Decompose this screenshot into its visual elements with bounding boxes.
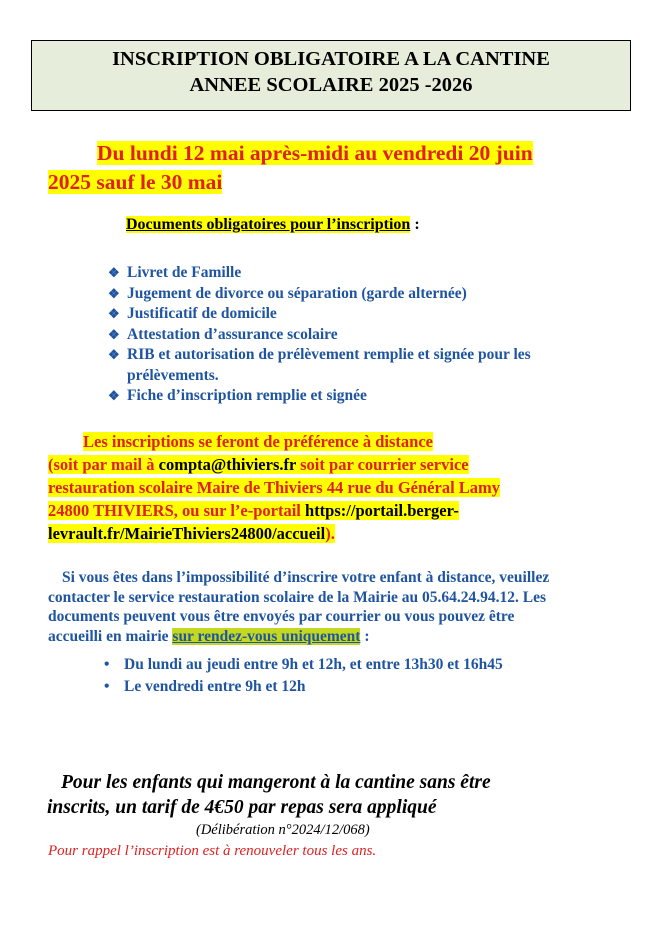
documents-heading: [126, 216, 420, 234]
portal-link[interactable]: https://portail.berger-: [305, 501, 459, 520]
list-item: • Le vendredi entre 9h et 12h: [104, 676, 503, 698]
documents-list: [108, 263, 618, 407]
diamond-bullet-icon: ❖: [108, 326, 120, 342]
email-link[interactable]: compta@thiviers.fr: [158, 455, 297, 474]
diamond-bullet-icon: ❖: [108, 347, 120, 362]
documents-heading-text: Documents obligatoires pour l’inscription: [126, 216, 411, 233]
unregistered-fee-notice: [47, 770, 627, 820]
list-item: ❖ Justificatif de domicile: [108, 304, 618, 325]
title-line-1: INSCRIPTION OBLIGATOIRE A LA CANTINE: [112, 48, 550, 70]
contact-line-3: documents peuvent vous être envoyés par courrier ou vous pouvez être: [48, 608, 515, 625]
deliberation-reference: (Délibération n°2024/12/068): [196, 822, 370, 838]
tarif-line-2: inscrits, un tarif de 4€50 par repas sera appliqué: [47, 797, 437, 818]
contact-info: Si vous êtes dans l’impossibilité d’inscrire votre enfant à distance, veuillez contacter le service restauration scolaire de la Mairie au 05.64.24.94.12. Les documents peuvent vous être envoyés par courrier ou vous pouvez être accueilli en mairie sur rendez-vous uniquement :: [48, 568, 628, 646]
registration-dates: [48, 139, 618, 197]
dates-line-2: 2025 sauf le 30 mai: [48, 170, 223, 194]
list-item: • Du lundi au jeudi entre 9h et 12h, et entre 13h30 et 16h45: [104, 654, 503, 676]
online-line-3: restauration scolaire Maire de Thiviers 44 rue du Général Lamy: [48, 478, 501, 497]
contact-line-1: Si vous êtes dans l’impossibilité d’inscrire votre enfant à distance, veuillez: [62, 569, 550, 586]
round-bullet-icon: •: [104, 656, 110, 673]
online-registration: Les inscriptions se feront de préférence à distance (soit par mail à compta@thiviers.fr soit par courrier service restauration scolaire Maire de Thiviers 44 rue du Général Lamy 24800 THIVIERS, ou sur l’e-portail https://portail.berger- levrault.fr/MairieThiviers24800/accueil).: [48, 432, 501, 543]
diamond-bullet-icon: ❖: [108, 306, 120, 321]
portal-link-continued[interactable]: levrault.fr/MairieThiviers24800/accueil: [48, 524, 326, 543]
diamond-bullet-icon: ❖: [108, 265, 120, 280]
list-item: ❖ Attestation d’assurance scolaire: [108, 325, 618, 346]
round-bullet-icon: •: [104, 678, 110, 695]
diamond-bullet-icon: ❖: [108, 285, 120, 301]
renewal-reminder: Pour rappel l’inscription est à renouveler tous les ans.: [48, 843, 377, 859]
diamond-bullet-icon: ❖: [108, 388, 120, 403]
contact-line-2: contacter le service restauration scolaire de la Mairie au 05.64.24.94.12. Les: [48, 588, 547, 606]
title-box: [31, 40, 631, 111]
list-item: ❖ Livret de Famille: [108, 263, 618, 284]
dates-line-1: Du lundi 12 mai après-midi au vendredi 20 juin: [97, 141, 533, 165]
appointment-only-text: sur rendez-vous uniquement: [172, 627, 361, 645]
opening-hours-list: [104, 654, 503, 698]
title-line-2: ANNEE SCOLAIRE 2025 -2026: [189, 74, 473, 96]
online-line-1: Les inscriptions se feront de préférence à distance: [83, 432, 433, 451]
list-item: ❖ Fiche d’inscription remplie et signée: [108, 386, 618, 407]
documents-heading-suffix: :: [410, 216, 420, 233]
list-item: ❖ Jugement de divorce ou séparation (garde alternée): [108, 284, 618, 305]
list-item: ❖ RIB et autorisation de prélèvement remplie et signée pour les prélèvements.: [108, 346, 531, 384]
tarif-line-1: Pour les enfants qui mangeront à la cantine sans être: [61, 772, 491, 793]
